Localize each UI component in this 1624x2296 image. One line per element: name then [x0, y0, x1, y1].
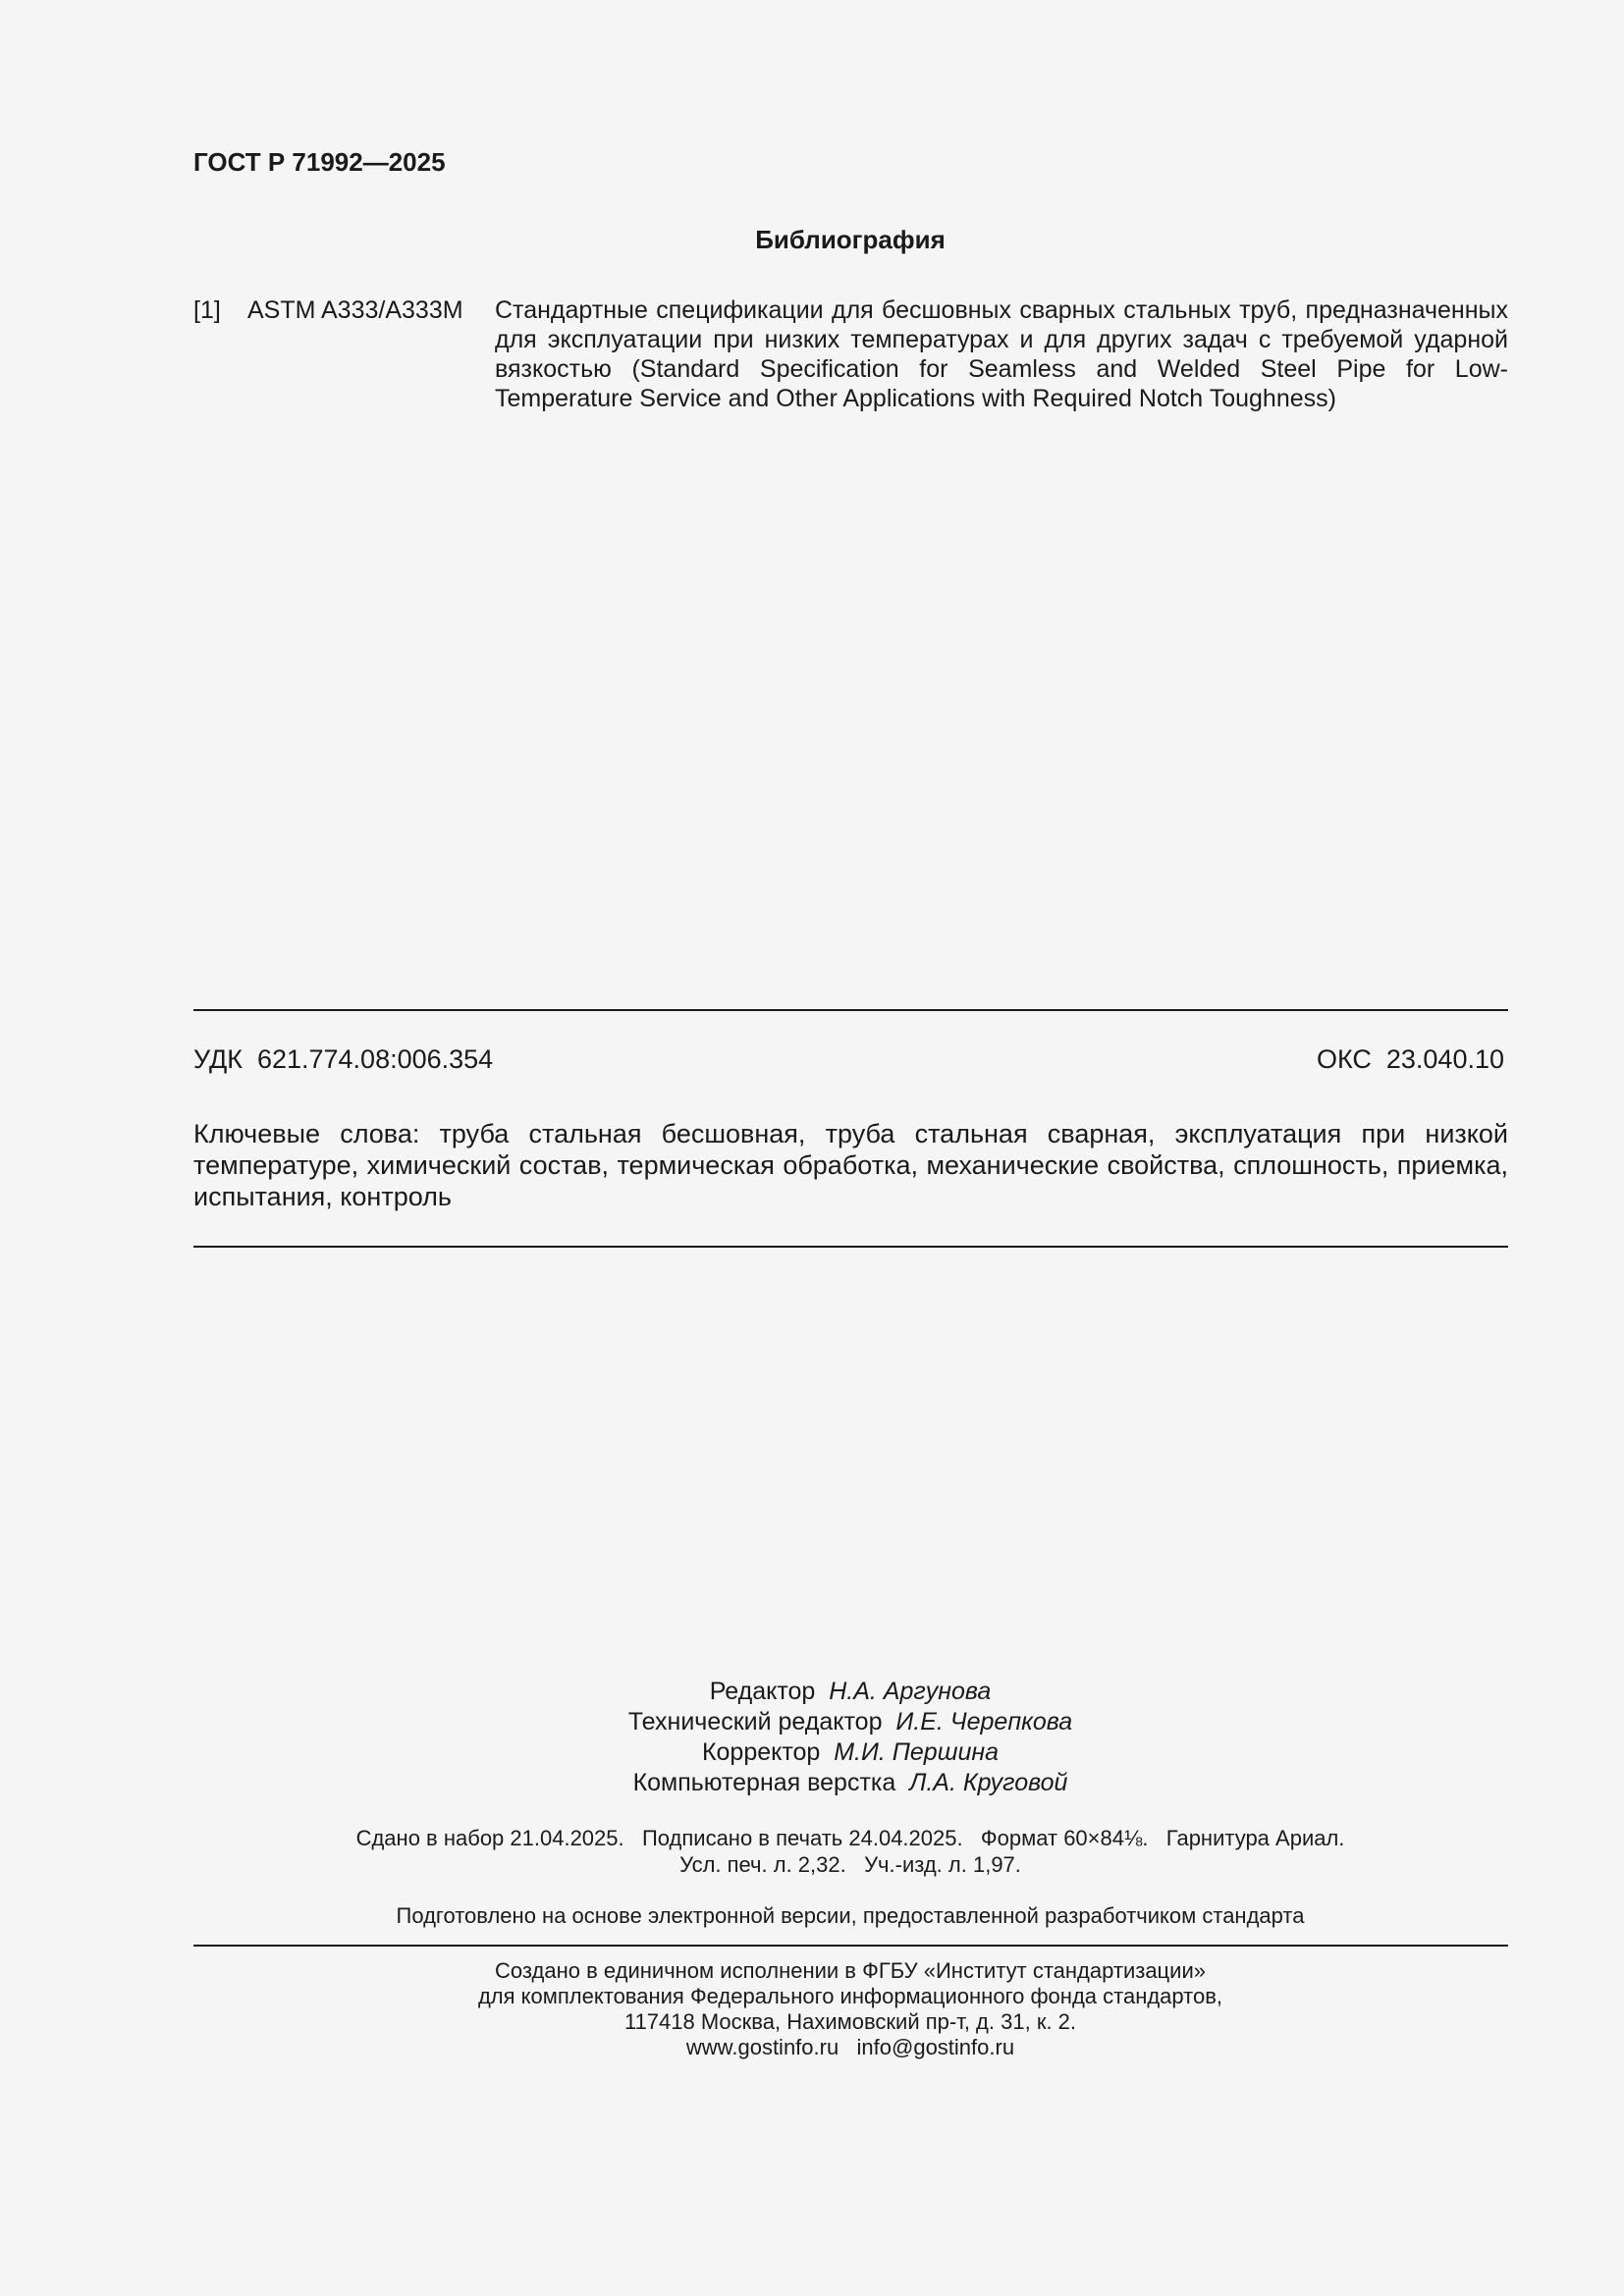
credits-block	[0, 1677, 1624, 1798]
publisher-line: Создано в единичном исполнении в ФГБУ «Институт стандартизации»	[495, 1958, 1206, 1983]
keywords-paragraph: Ключевые слова: труба стальная бесшовная, труба стальная сварная, эксплуатация при низкой температуре, химический состав, термическая обработка, механические свойства, сплошность, приемка, испытания, контроль	[193, 1119, 1508, 1211]
imprint-block	[0, 1825, 1624, 1878]
bibliography-title: Библиография	[755, 225, 946, 254]
credit-name: М.И. Першина	[834, 1738, 1000, 1766]
bibliography-entry-number: [1]	[193, 296, 221, 324]
credit-role: Компьютерная верстка	[632, 1769, 896, 1796]
bibliography-entry-code: ASTM A333/A333M	[247, 296, 463, 324]
credit-name: И.Е. Черепкова	[895, 1708, 1073, 1735]
credit-technical-editor	[0, 1707, 1624, 1737]
oks-code: ОКС 23.040.10	[1316, 1044, 1504, 1074]
divider-top	[193, 1009, 1508, 1011]
publisher-line: для комплектования Федерального информационного фонда стандартов,	[477, 1984, 1223, 2008]
credit-role: Редактор	[709, 1678, 816, 1705]
credit-name: Л.А. Круговой	[909, 1769, 1068, 1796]
credit-role: Технический редактор	[627, 1708, 883, 1735]
udk-code: УДК 621.774.08:006.354	[193, 1044, 494, 1074]
credit-layout	[0, 1768, 1624, 1798]
credit-name: Н.А. Аргунова	[829, 1678, 992, 1705]
divider-middle	[193, 1246, 1508, 1248]
publisher-block	[0, 1958, 1624, 2060]
imprint-line: Сдано в набор 21.04.2025. Подписано в печать 24.04.2025. Формат 60×84⅛. Гарнитура Ариал.	[355, 1826, 1345, 1850]
credit-proofreader	[0, 1737, 1624, 1768]
imprint-line: Усл. печ. л. 2,32. Уч.-изд. л. 1,97.	[679, 1852, 1021, 1877]
document-code: ГОСТ Р 71992—2025	[193, 147, 446, 177]
publisher-line: 117418 Москва, Нахимовский пр-т, д. 31, к. 2.	[623, 2009, 1077, 2034]
credit-editor	[0, 1677, 1624, 1707]
prepared-note: Подготовлено на основе электронной версии, предоставленной разработчиком стандарта	[396, 1903, 1305, 1928]
bibliography-entry-text: Стандартные спецификации для бесшовных сварных стальных труб, предназначенных для эксплуатации при низких температурах и для других задач с требуемой ударной вязкостью (Standard Specification for Seamless and Welded Steel Pipe for Low-Temperature Service and Other Applications with Required Notch Toughness)	[495, 296, 1508, 412]
credit-role: Корректор	[701, 1738, 821, 1766]
publisher-contacts: www.gostinfo.ru info@gostinfo.ru	[685, 2035, 1015, 2059]
divider-bottom	[193, 1945, 1508, 1947]
